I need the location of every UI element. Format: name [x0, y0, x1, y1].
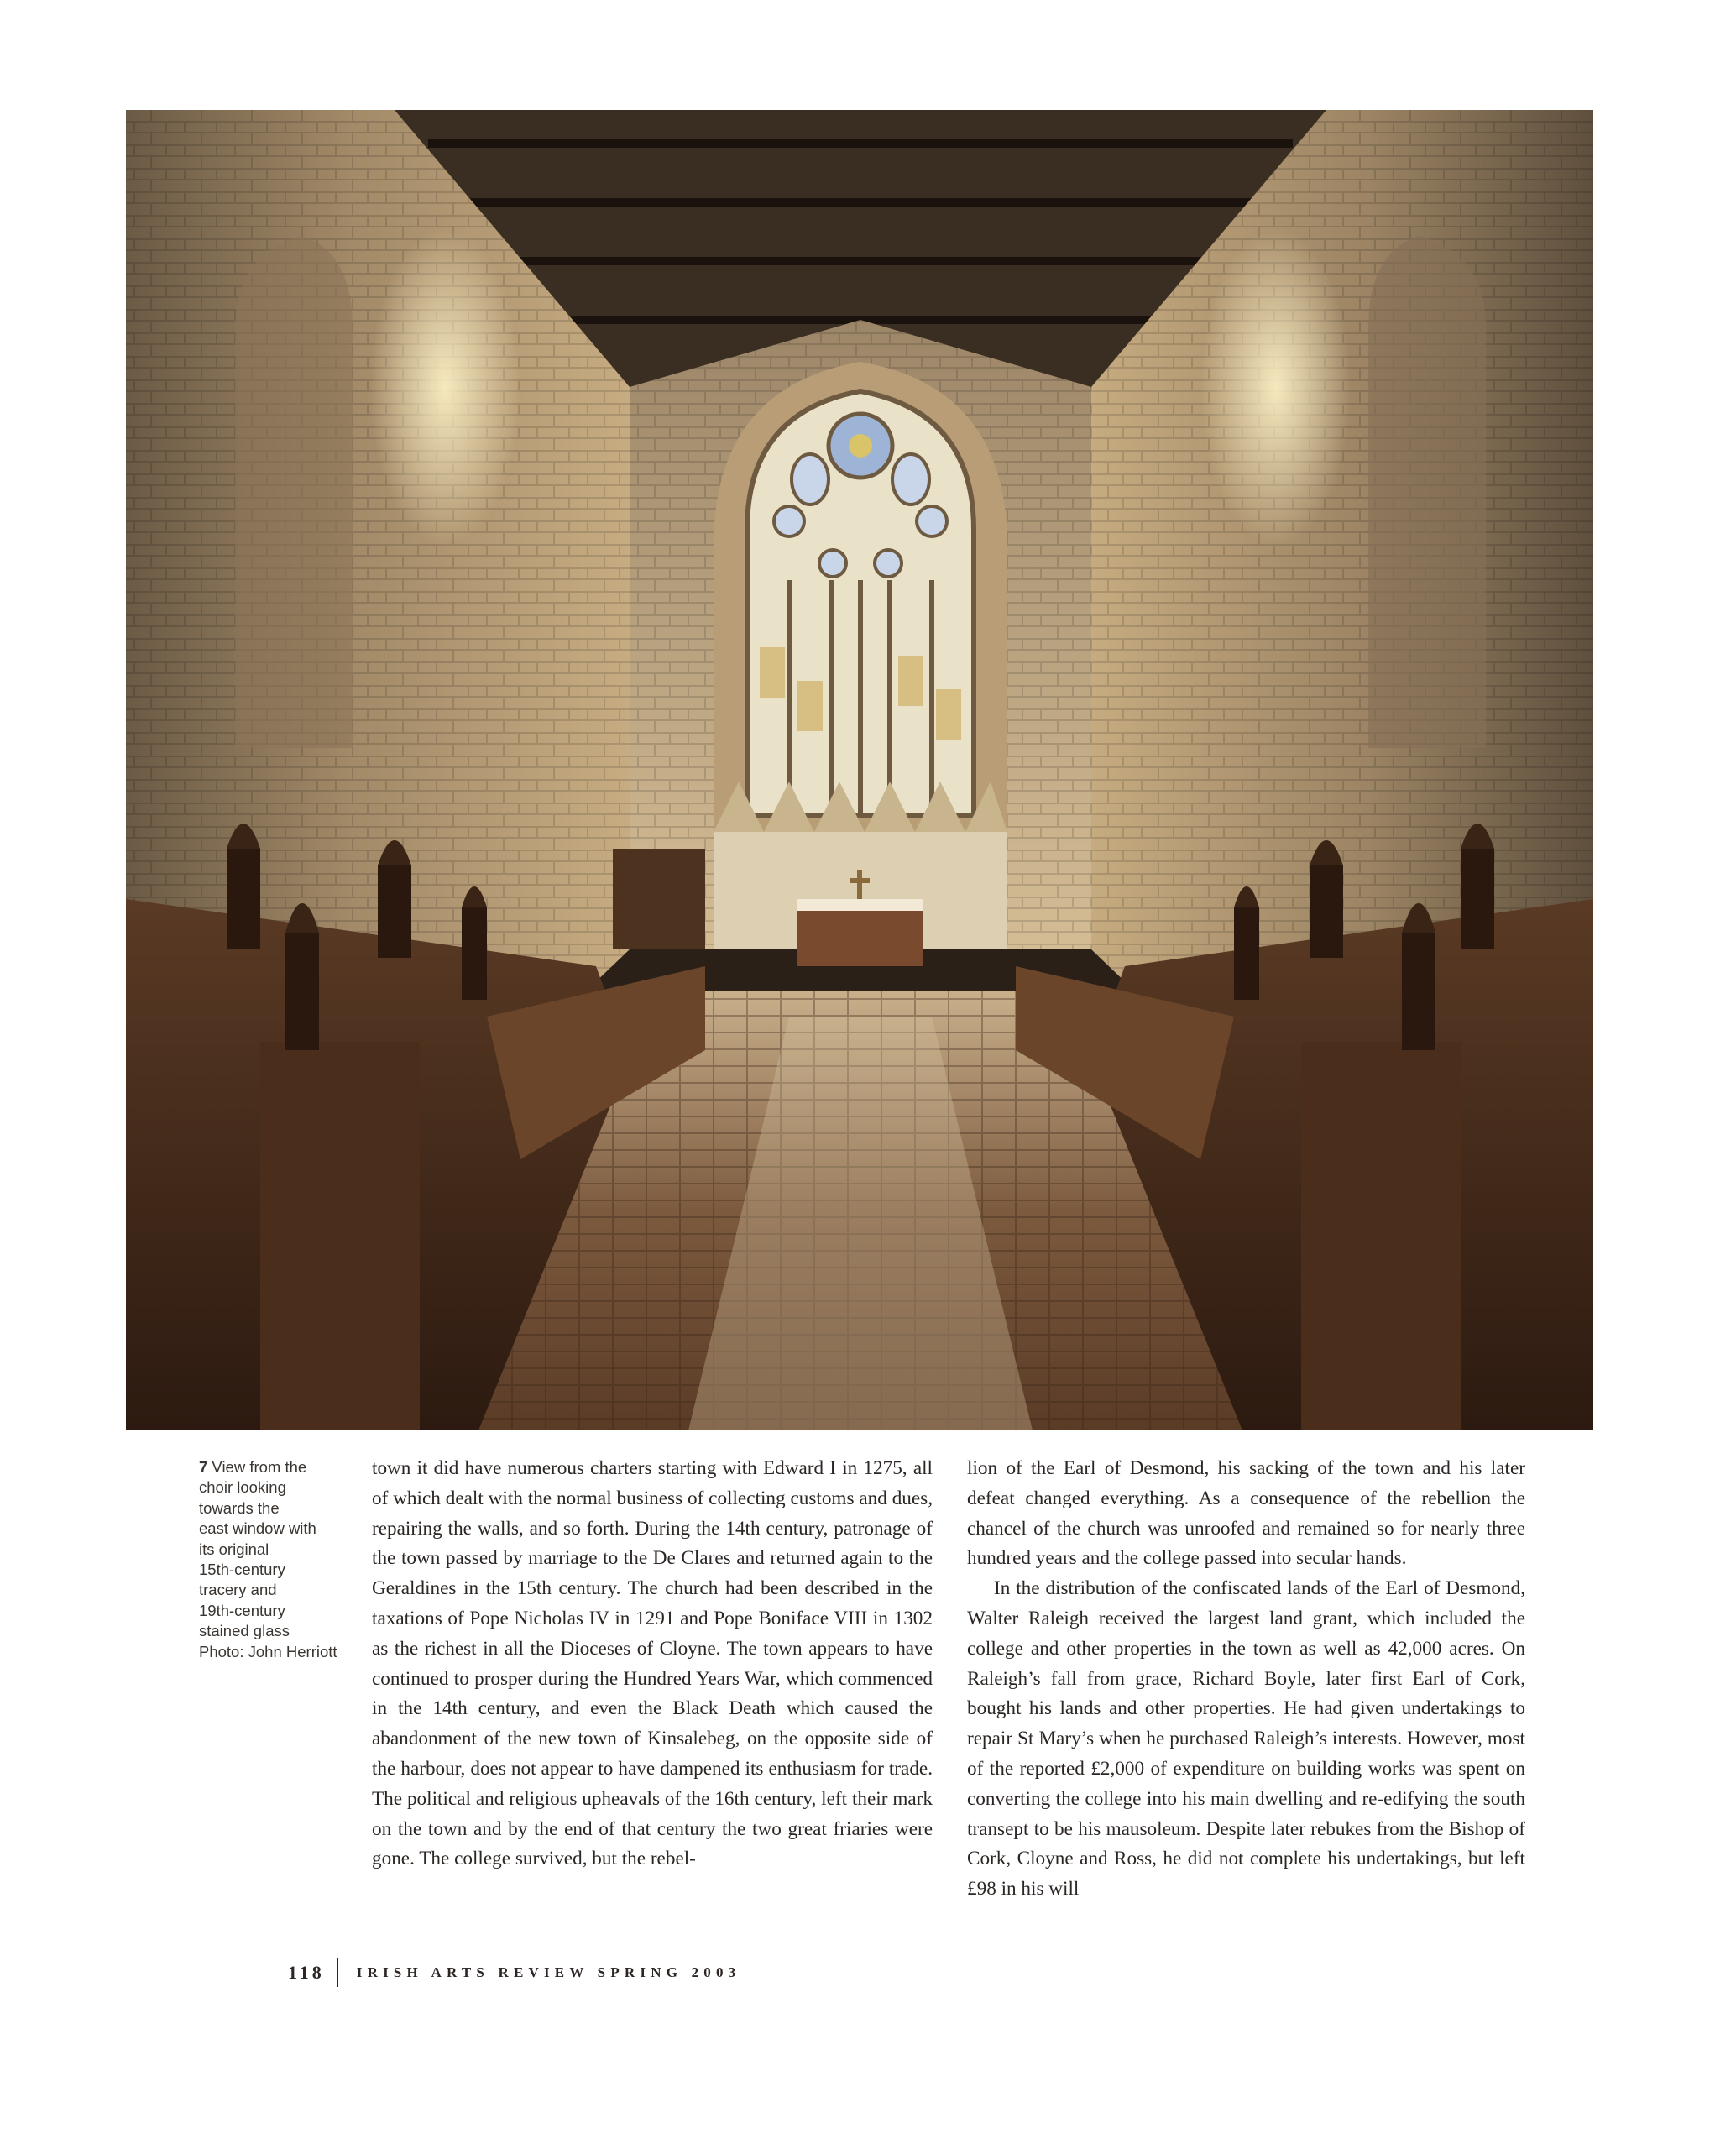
caption-text: View from the choir looking towards the east window with its original 15th-century tracery and 19th-century stained glass Photo: John Herriott — [199, 1458, 337, 1660]
page-number: 118 — [288, 1962, 325, 1983]
article-column-1 — [372, 1454, 933, 1874]
paragraph: lion of the Earl of Desmond, his sacking of the town and his later defeat changed everything. As a consequence of the rebellion the chancel of the church was unroofed and remained so for nearly three hundred years and the college passed into secular hands. — [967, 1457, 1525, 1570]
figure-caption — [199, 1457, 342, 1662]
journal-title: IRISH ARTS REVIEW SPRING 2003 — [356, 1964, 741, 1980]
church-interior-photo — [126, 110, 1593, 1430]
church-interior-illustration — [126, 110, 1593, 1430]
figure-number: 7 — [199, 1458, 208, 1476]
page-footer — [288, 1956, 740, 1990]
footer-divider — [337, 1958, 338, 1987]
article-column-2 — [967, 1454, 1525, 1905]
paragraph: In the distribution of the confiscated lands of the Earl of Desmond, Walter Raleigh received the largest land grant, which included the college and other properties in the town as well as 42,000 acres. On Raleigh’s fall from grace, Richard Boyle, later first Earl of Cork, bought his lands and other properties. He had given undertakings to repair St Mary’s when he purchased Raleigh’s interests. However, most of the reported £2,000 of expenditure on building works was spent on converting the college into his main dwelling and re-edifying the south transept to be his mausoleum. Despite later rebukes from the Bishop of Cork, Cloyne and Ross, he did not complete his undertakings, but left £98 in his will — [967, 1577, 1525, 1901]
paragraph: town it did have numerous charters starting with Edward I in 1275, all of which dealt with the normal business of collecting customs and dues, repairing the walls, and so forth. During the 14th century, patronage of the town passed by marriage to the De Clares and returned again to the Geraldines in the 15th century. The church had been described in the taxations of Pope Nicholas IV in 1291 and Pope Boniface VIII in 1302 as the richest in all the Dioceses of Cloyne. The town appears to have continued to prosper during the Hundred Years War, which commenced in the 14th century, and even the Black Death which caused the abandonment of the new town of Kinsalebeg, on the opposite side of the harbour, does not appear to have dampened its enthusiasm for trade. The political and religious upheavals of the 16th century, left their mark on the town and by the end of that century the two great friaries were gone. The college survived, but the rebel- — [372, 1457, 933, 1870]
